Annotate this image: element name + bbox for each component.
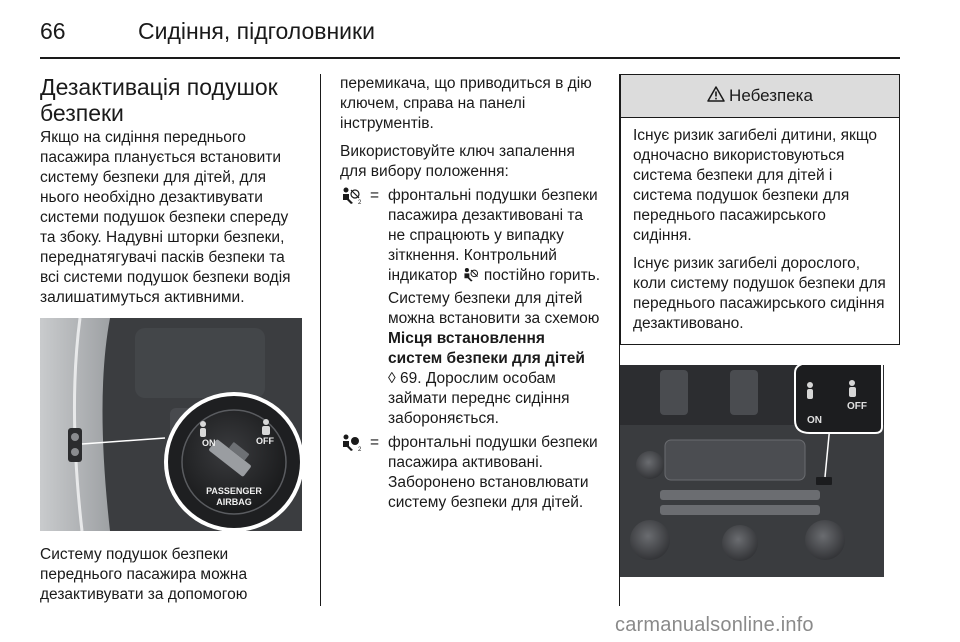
column-divider-1: [320, 74, 321, 606]
airbag-on-icon: [340, 433, 370, 513]
svg-text:2: 2: [358, 200, 362, 205]
equals-sign: =: [370, 434, 380, 451]
instruction-paragraph: Використовуйте ключ запалення для вибору положення:: [340, 143, 575, 180]
column-2: [340, 74, 602, 513]
column-1: [40, 74, 302, 605]
dashboard-switch-photo: [620, 365, 884, 577]
airbag-off-indicator-icon: [462, 267, 480, 289]
airbag-switch-photo: [40, 318, 302, 531]
position-off-text-part-a: фронтальні подушки безпеки пасажира дезактивовані та не спрацюють у випадку зіткнення. Контрольний індикатор: [388, 187, 598, 284]
switch-airbag-label: AIRBAG: [216, 497, 252, 507]
position-off-text-part-c: 69. Дорослим особам займати переднє сидіння забороняється.: [388, 370, 570, 427]
warning-triangle-icon: [707, 86, 725, 107]
page-ref-arrow-icon: ◊: [388, 370, 396, 387]
header-rule: [40, 57, 900, 59]
position-off-text-part-b: постійно горить. Систему безпеки для дітей можна встановити за схемою: [388, 267, 601, 327]
warning-body: [621, 118, 899, 344]
cross-reference-link[interactable]: Місця встановлення систем безпеки для дітей: [388, 330, 585, 367]
warning-header: [621, 75, 899, 118]
column-3: [620, 74, 900, 577]
intro-paragraph: Якщо на сидіння переднього пасажира планується встановити систему безпеки для дітей, для нього необхідно дезактивувати системи подушок безпеки спереду та збоку. Надувні шторки безпеки, переднатягувачі пасків безпеки та всі системи подушок безпеки водія залишатимуться активними.: [40, 129, 291, 306]
watermark: carmanualsonline.info: [615, 614, 814, 636]
position-off-definition: [340, 186, 602, 429]
switch-off-label: OFF: [256, 436, 274, 446]
dash-off-label: OFF: [847, 401, 867, 412]
position-on-definition: [340, 433, 602, 513]
dash-on-label: ON: [807, 415, 822, 426]
section-heading: Дезактивація подушок безпеки: [40, 74, 278, 126]
running-title: Сидіння, підголовники: [138, 18, 375, 44]
airbag-off-icon: [340, 186, 370, 429]
equals-sign: =: [370, 187, 380, 204]
warning-box: [620, 74, 900, 345]
switch-passenger-label: PASSENGER: [206, 486, 262, 496]
page-header: [40, 18, 900, 48]
warning-paragraph-2: Існує ризик загибелі дорослого, коли систему подушок безпеки для переднього пасажирського сидіння дезактивовано.: [633, 255, 886, 332]
position-off-text: [388, 186, 602, 429]
photo-caption: Систему подушок безпеки переднього пасажира можна дезактивувати за допомогою: [40, 546, 248, 603]
position-on-text: фронтальні подушки безпеки пасажира активовані. Заборонено встановлювати систему безпеки для дітей.: [388, 434, 598, 511]
warning-title: Небезпека: [729, 86, 813, 105]
warning-paragraph-1: Існує ризик загибелі дитини, якщо одночасно використовуються система безпеки для дітей і система подушок безпеки для переднього пасажирського сидіння.: [633, 127, 878, 244]
continued-paragraph: перемикача, що приводиться в дію ключем, справа на панелі інструментів.: [340, 75, 592, 132]
switch-on-label: ON: [202, 438, 216, 448]
svg-text:2: 2: [358, 447, 362, 452]
page-number: 66: [40, 18, 66, 44]
